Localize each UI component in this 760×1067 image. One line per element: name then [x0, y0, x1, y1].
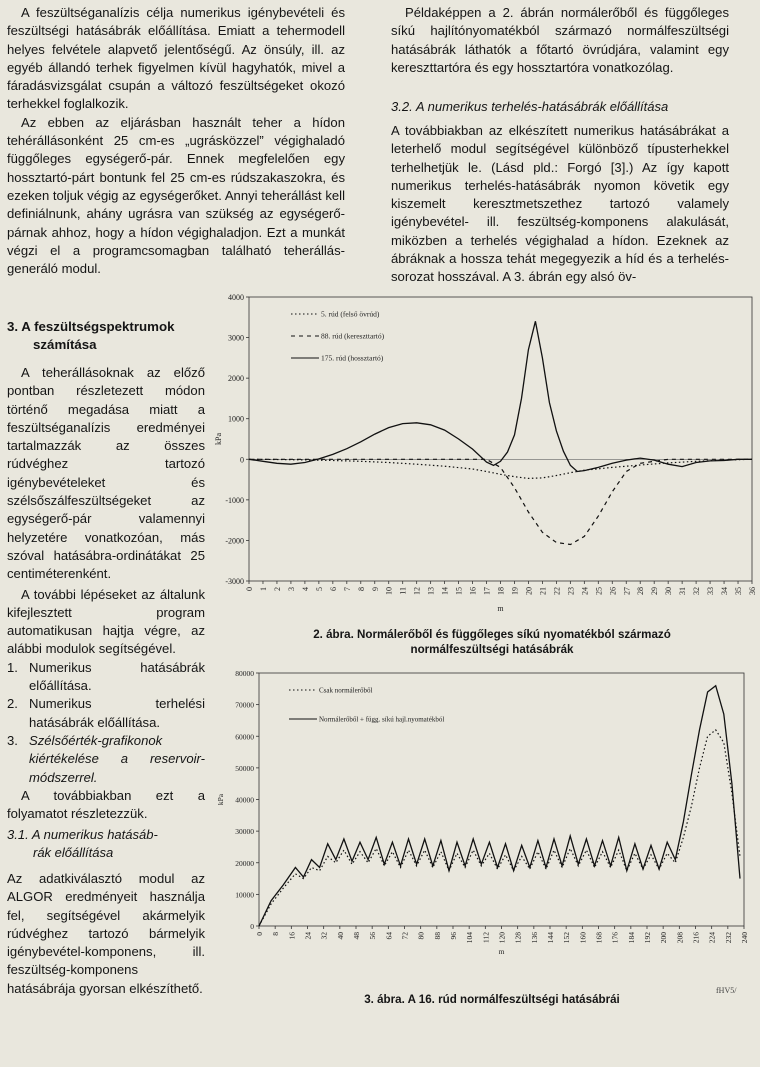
- section-3-1-text: [7, 870, 205, 998]
- x-tick-label: 136: [529, 932, 539, 944]
- x-tick-label: 96: [449, 932, 458, 940]
- figure-3-corner-mark: fHV5/: [716, 986, 737, 995]
- x-tick-label: 168: [594, 932, 604, 944]
- x-tick-label: 120: [497, 932, 507, 944]
- x-tick-label: 31: [678, 587, 688, 595]
- x-tick-label: 104: [465, 932, 475, 944]
- paragraph: A továbbiakban az elkészített numerikus hatásábrákat a leterhelő modul segítségével különböző típusterhekkel terhelhetjük le. (Lásd pld.: Forgó [3].) Az így kapott numerikus terhelés-hatásábrák nyomon követik egy kiszemelt keresztmetszethez tartozó valamely igénybevétel- ill. feszültség-komponens alakulását, miközben a terhelés végighalad a hídon. Ezeknek az ábráknak a hossza tehát megegyezik a híd és a terhelés-sorozat hosszával. A 3. ábrán egy alsó öv-: [391, 123, 729, 285]
- x-tick-label: 34: [720, 587, 730, 595]
- y-tick-label: 10000: [235, 890, 254, 900]
- x-tick-label: 152: [562, 932, 572, 944]
- y-tick-label: 40000: [235, 795, 254, 805]
- x-tick-label: 0: [255, 932, 264, 936]
- y-tick-label: -1000: [225, 495, 244, 505]
- figure-2-caption: [232, 627, 752, 657]
- section-3-1-title-line1: 3.1. A numerikus hatásáb-: [7, 827, 158, 842]
- section-3-text: [7, 364, 205, 823]
- series-line: [249, 459, 752, 544]
- x-tick-label: 17: [482, 587, 492, 595]
- x-tick-label: 208: [675, 932, 685, 944]
- section-3-title-line2: számítása: [33, 337, 97, 352]
- y-axis-label: kPa: [214, 433, 223, 445]
- y-tick-label: 4000: [228, 293, 244, 302]
- x-tick-label: 3: [286, 587, 296, 591]
- x-tick-label: 88: [432, 932, 442, 940]
- x-tick-label: 144: [546, 932, 555, 944]
- paragraph: A további lépéseket az általunk kifejlesztett program automatikusan hajtja végre, az alábbi modulok segítségével.: [7, 586, 205, 657]
- section-3-title-line1: 3. A feszültségspektrumok: [7, 319, 175, 334]
- x-tick-label: 13: [426, 587, 436, 595]
- x-tick-label: 2: [272, 587, 282, 591]
- x-tick-label: 40: [335, 932, 345, 940]
- section-3-2-text: [391, 122, 729, 287]
- x-tick-label: 0: [245, 587, 254, 591]
- x-tick-label: 48: [352, 932, 361, 940]
- y-tick-label: -2000: [225, 536, 244, 546]
- x-tick-label: 160: [578, 932, 588, 944]
- x-axis-label: m: [498, 947, 505, 956]
- y-tick-label: -3000: [225, 577, 244, 586]
- x-tick-label: 30: [664, 587, 674, 595]
- x-tick-label: 1: [258, 587, 268, 591]
- x-tick-label: 28: [636, 587, 646, 595]
- list-item: [7, 659, 205, 696]
- x-tick-label: 16: [468, 587, 478, 595]
- x-tick-label: 200: [659, 932, 669, 944]
- paragraph: A feszültséganalízis célja numerikus igénybevételi és feszültségi hatásábrák előállítása. Emiatt a tehermodell helyes felvétele alapvető jelentőségű. Az önsúly, ill. az egyéb állandó terhek figyelmen kívül hagyhatók, mivel a fáradásvizsgálat csupán a változó feszültségeket okozó terhekkel foglalkozik.: [7, 5, 345, 112]
- x-tick-label: 16: [287, 932, 297, 940]
- right-top-text: [391, 4, 729, 77]
- x-tick-label: 35: [734, 587, 744, 595]
- paragraph: A teherállásoknak az előző pontban részletezett módon történő megadása miatt a feszültséganalízis eredményei tartalmazzák az összes rúdvéghez tartozó igénybevételeket és szélsőszálfeszültségeket az egységerő-pár valamennyi helyzetére vonatkozóan, más szóval hatásábra-ordinátákat 25 centiméterenként.: [7, 365, 205, 582]
- series-line: [249, 321, 752, 471]
- y-tick-label: 50000: [235, 763, 254, 773]
- left-top-text: [7, 4, 345, 278]
- x-tick-label: 4: [300, 587, 310, 591]
- x-tick-label: 23: [566, 587, 576, 595]
- x-tick-label: 14: [440, 587, 450, 595]
- section-3-1-title: [7, 826, 205, 862]
- figure-3-chart: [215, 662, 749, 957]
- paragraph: Az ebben az eljárásban használt teher a hídon tehérállásonként 25 cm-es „ugrásközzel” végighaladó függőleges egységerő-pár. Ennek megfelelően egy hossztartó-párt bontunk fel 25 cm-es rúdszakaszokra, és ezeken toljuk végig az egységerőket. Annyi teherállást kell definiálnunk, ahány ugrásra van szükség az egységerő-párnak ahhoz, hogy a hídon végighaladjon. Ezt a munkát végzi el a programcsomagban található teherállás-generáló modul.: [7, 114, 345, 277]
- x-tick-label: 11: [398, 587, 408, 595]
- y-tick-label: 20000: [235, 858, 254, 868]
- legend-label: 5. rúd (felső övrúd): [321, 309, 380, 319]
- paragraph: Az adatkiválasztó modul az ALGOR eredményeit használja fel, segítségével akármelyik rúdvéghez tartozó bármelyik igénybevétel-komponens, ill. feszültség-komponens hatásábrája gyorsan elkészíthető.: [7, 871, 205, 996]
- list-number: 2.: [7, 696, 18, 712]
- x-tick-label: 19: [510, 587, 520, 595]
- y-tick-label: 3000: [228, 333, 244, 343]
- y-tick-label: 1000: [228, 414, 244, 424]
- y-tick-label: 2000: [228, 374, 244, 384]
- figure-3-caption: 3. ábra. A 16. rúd normálfeszültségi hatásábrái: [364, 993, 620, 1006]
- list-item: [7, 732, 205, 787]
- x-tick-label: 232: [723, 932, 733, 944]
- legend-label: 88. rúd (kereszttartó): [321, 331, 385, 341]
- x-tick-label: 25: [594, 587, 604, 595]
- x-tick-label: 192: [643, 932, 652, 944]
- list-text: Szélsőérték-grafikonok kiértékelése a reservoir-módszerrel.: [29, 732, 205, 785]
- list-number: 3.: [7, 732, 18, 748]
- x-tick-label: 33: [706, 587, 716, 595]
- figure-2-caption-line2: normálfeszültségi hatásábrák: [410, 643, 574, 656]
- x-tick-label: 80: [416, 932, 426, 940]
- paragraph: A továbbiakban ezt a folyamatot részletezzük.: [7, 787, 205, 822]
- x-tick-label: 12: [412, 587, 422, 595]
- x-tick-label: 29: [650, 587, 660, 595]
- y-tick-label: 0: [250, 922, 254, 931]
- legend-label: Normálerőből + függ. síkú hajl.nyomatékból: [319, 715, 445, 724]
- y-tick-label: 0: [240, 455, 244, 465]
- x-tick-label: 24: [303, 932, 313, 940]
- x-tick-label: 6: [328, 587, 338, 591]
- x-tick-label: 10: [384, 587, 394, 595]
- plot-frame: [259, 673, 744, 926]
- x-tick-label: 8: [271, 932, 281, 936]
- x-tick-label: 112: [481, 932, 491, 943]
- x-tick-label: 22: [552, 587, 562, 595]
- x-tick-label: 128: [513, 932, 523, 944]
- section-3-2-title: 3.2. A numerikus terhelés-hatásábrák előállítása: [391, 99, 669, 114]
- figure-2-chart: [215, 288, 755, 623]
- list-text: Numerikus terhelési hatásábrák előállítása.: [29, 696, 205, 730]
- x-tick-label: 26: [608, 587, 618, 595]
- y-tick-label: 70000: [235, 700, 254, 710]
- x-tick-label: 20: [524, 587, 534, 595]
- y-tick-label: 30000: [235, 827, 254, 837]
- module-list: [7, 659, 205, 787]
- x-tick-label: 5: [314, 587, 324, 591]
- x-tick-label: 176: [610, 932, 620, 944]
- x-tick-label: 184: [626, 932, 636, 944]
- x-tick-label: 21: [538, 587, 548, 595]
- legend-label: Csak normálerőből: [319, 686, 373, 695]
- legend-label: 175. rúd (hossztartó): [321, 353, 384, 363]
- section-3-title: [7, 318, 232, 354]
- x-tick-label: 9: [370, 587, 380, 591]
- x-tick-label: 32: [692, 587, 702, 595]
- x-tick-label: 216: [691, 932, 701, 944]
- x-tick-label: 32: [319, 932, 329, 940]
- list-number: 1.: [7, 659, 18, 675]
- series-line: [259, 730, 740, 926]
- section-3-1-title-line2: rák előállítása: [33, 845, 114, 860]
- list-item: [7, 695, 205, 732]
- list-text: Numerikus hatásábrák előállítása.: [29, 659, 205, 694]
- x-tick-label: 72: [400, 932, 410, 940]
- x-tick-label: 240: [740, 932, 749, 944]
- x-tick-label: 24: [580, 587, 590, 595]
- y-axis-label: kPa: [216, 793, 225, 806]
- figure-2-caption-line1: 2. ábra. Normálerőből és függőleges síkú nyomatékból származó: [313, 628, 671, 641]
- x-tick-label: 224: [707, 932, 717, 944]
- x-tick-label: 36: [748, 587, 757, 595]
- x-tick-label: 64: [384, 932, 394, 940]
- x-tick-label: 8: [356, 587, 366, 591]
- x-tick-label: 27: [622, 587, 632, 595]
- series-line: [249, 459, 752, 478]
- x-axis-label: m: [497, 604, 504, 613]
- y-tick-label: 60000: [235, 732, 254, 742]
- x-tick-label: 15: [454, 587, 464, 595]
- x-tick-label: 7: [342, 587, 352, 591]
- paragraph: Példaképpen a 2. ábrán normálerőből és függőleges síkú hajlítónyomatékból származó normálfeszültségi hatásábrák láthatók a főtartó övrúdjára, valamint egy kereszttartóra és egy hossztartóra vonatkozólag.: [391, 5, 729, 75]
- y-tick-label: 80000: [235, 669, 254, 678]
- x-tick-label: 18: [496, 587, 506, 595]
- x-tick-label: 56: [368, 932, 378, 940]
